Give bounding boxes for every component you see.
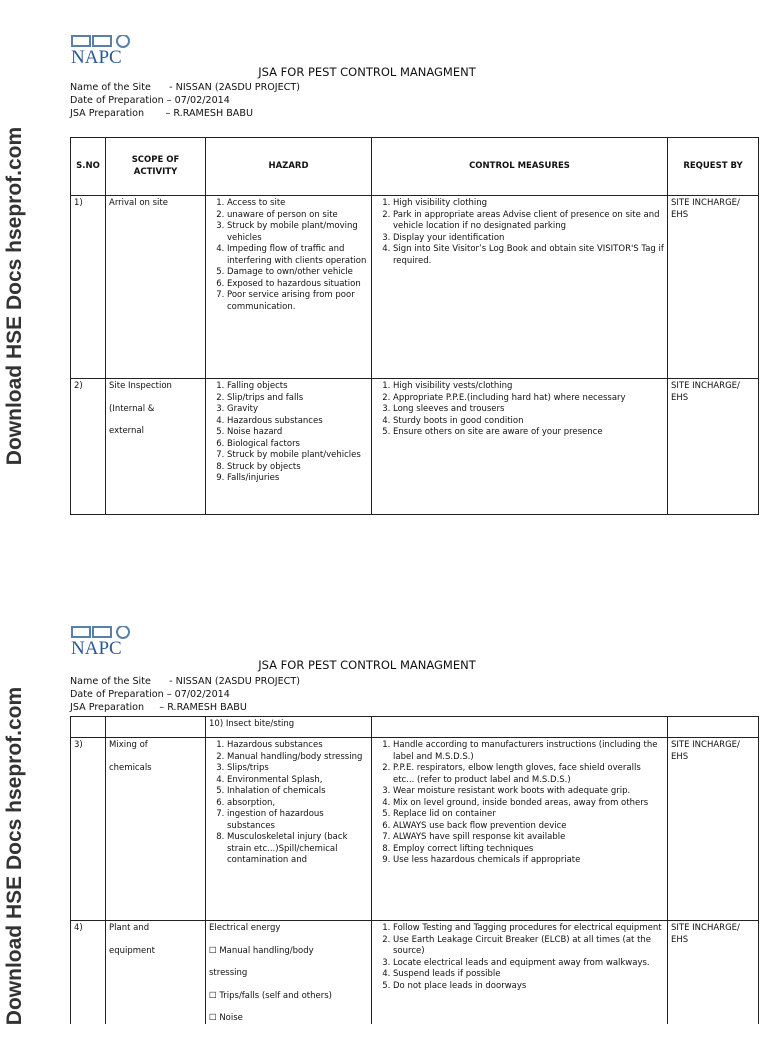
control-item: 4. Suspend leads if possible xyxy=(393,969,664,981)
table-row xyxy=(71,738,759,921)
header-control-measures: CONTROL MEASURES xyxy=(372,138,668,196)
document-meta xyxy=(70,81,300,120)
control-item: 2. Park in appropriate areas Advise client of presence on site and vehicle location if no designated parking xyxy=(393,210,664,233)
control-item: 3. Wear moisture resistant work boots with adequate grip. xyxy=(393,786,664,798)
hazard-item: 5. Inhalation of chemicals xyxy=(227,786,368,798)
row-sno: 1) xyxy=(71,196,106,379)
document-title: JSA FOR PEST CONTROL MANAGMENT xyxy=(258,65,476,79)
scope-line: chemicals xyxy=(109,762,152,773)
header-hazard: HAZARD xyxy=(206,138,372,196)
control-item: 1. Handle according to manufacturers instructions (including the label and M.S.D.S.) xyxy=(393,740,664,763)
row-hazards xyxy=(206,379,372,515)
row-scope xyxy=(106,921,206,1025)
hazard-item: 6. Exposed to hazardous situation xyxy=(227,279,368,291)
control-item: 1. High visibility clothing xyxy=(393,198,664,210)
hazard-item: 5. Damage to own/other vehicle xyxy=(227,267,368,279)
table-row xyxy=(71,379,759,515)
hazard-item: 1. Falling objects xyxy=(227,381,368,393)
row-request-by: SITE INCHARGE/ EHS xyxy=(668,921,759,1025)
control-item: 4. Sign into Site Visitor’s Log Book and obtain site VISITOR'S Tag if required. xyxy=(393,244,664,267)
jsa-table-page-2 xyxy=(70,716,759,1024)
hazard-item: 8. Musculoskeletal injury (back strain etc...)Spill/chemical contamination and xyxy=(227,832,368,867)
hazard-item: 1. Hazardous substances xyxy=(227,740,368,752)
jsa-preparer: JSA Preparation – R.RAMESH BABU xyxy=(70,108,253,119)
hazard-line: ☐ Noise xyxy=(209,1013,243,1023)
document-page-2 xyxy=(0,600,768,1024)
scope-line: Site Inspection xyxy=(109,381,172,391)
control-item: 7. ALWAYS have spill response kit available xyxy=(393,832,664,844)
hazard-line: stressing xyxy=(209,968,248,978)
preparation-date: Date of Preparation – 07/02/2014 xyxy=(70,689,230,700)
row-controls xyxy=(372,196,668,379)
control-item: 5. Ensure others on site are aware of your presence xyxy=(393,427,664,439)
hazard-item: 2. Manual handling/body stressing xyxy=(227,752,368,764)
jsa-table-page-1 xyxy=(70,137,759,515)
row-sno: 3) xyxy=(71,738,106,921)
control-item: 5. Replace lid on container xyxy=(393,809,664,821)
row-scope xyxy=(106,196,206,379)
hazard-item: 3. Slips/trips xyxy=(227,763,368,775)
hazard-item: 7. Struck by mobile plant/vehicles xyxy=(227,450,368,462)
table-row xyxy=(71,921,759,1025)
row-controls xyxy=(372,379,668,515)
preparation-date: Date of Preparation – 07/02/2014 xyxy=(70,95,230,106)
row-hazards xyxy=(206,196,372,379)
row-hazards xyxy=(206,921,372,1025)
row-request-by: SITE INCHARGE/ EHS xyxy=(668,738,759,921)
header-sno: S.NO xyxy=(71,138,106,196)
scope-line: Mixing of xyxy=(109,740,148,750)
row-request-by: SITE INCHARGE/ EHS xyxy=(668,196,759,379)
svg-text:NAPC: NAPC xyxy=(71,47,122,65)
header-request-by: REQUEST BY xyxy=(668,138,759,196)
document-meta xyxy=(70,675,300,714)
scope-line: equipment xyxy=(109,945,155,956)
hazard-item: 3. Struck by mobile plant/moving vehicles xyxy=(227,221,368,244)
jsa-preparer: JSA Preparation – R.RAMESH BABU xyxy=(70,702,247,713)
row-sno: 4) xyxy=(71,921,106,1025)
row-sno: 2) xyxy=(71,379,106,515)
row-request-by: SITE INCHARGE/ EHS xyxy=(668,379,759,515)
watermark-text: Download HSE Docs hseprof.com xyxy=(3,686,26,1026)
hazard-line: ☐ Trips/falls (self and others) xyxy=(209,990,332,1001)
control-item: 4. Sturdy boots in good condition xyxy=(393,416,664,428)
hazard-item: 1. Access to site xyxy=(227,198,368,210)
hazard-item: 7. Poor service arising from poor communication. xyxy=(227,290,368,313)
hazard-item: 5. Noise hazard xyxy=(227,427,368,439)
control-item: 4. Mix on level ground, inside bonded areas, away from others xyxy=(393,798,664,810)
header-scope: SCOPE OF ACTIVITY xyxy=(106,138,206,196)
control-item: 2. Use Earth Leakage Circuit Breaker (ELCB) at all times (at the source) xyxy=(393,935,664,958)
control-item: 6. ALWAYS use back flow prevention device xyxy=(393,821,664,833)
hazard-item: 8. Struck by objects xyxy=(227,462,368,474)
row-controls xyxy=(372,921,668,1025)
hazard-line: Electrical energy xyxy=(209,923,281,933)
hazard-item: 9. Falls/injuries xyxy=(227,473,368,485)
control-item: 2. Appropriate P.P.E.(including hard hat) where necessary xyxy=(393,393,664,405)
hazard-item: 3. Gravity xyxy=(227,404,368,416)
row-controls xyxy=(372,738,668,921)
control-item: 8. Employ correct lifting techniques xyxy=(393,844,664,856)
continued-hazard: 10) Insect bite/sting xyxy=(206,717,372,738)
napc-logo xyxy=(71,35,145,65)
watermark-text: Download HSE Docs hseprof.com xyxy=(3,126,26,466)
control-item: 3. Locate electrical leads and equipment away from walkways. xyxy=(393,958,664,970)
control-item: 3. Display your identification xyxy=(393,233,664,245)
svg-text:NAPC: NAPC xyxy=(71,638,122,656)
hazard-item: 7. ingestion of hazardous substances xyxy=(227,809,368,832)
hazard-item: 4. Impeding flow of traffic and interfering with clients operation xyxy=(227,244,368,267)
hazard-item: 4. Hazardous substances xyxy=(227,416,368,428)
table-row xyxy=(71,196,759,379)
row-scope xyxy=(106,738,206,921)
hazard-item: 6. absorption, xyxy=(227,798,368,810)
row-scope xyxy=(106,379,206,515)
hazard-item: 2. Slip/trips and falls xyxy=(227,393,368,405)
scope-line: (Internal & xyxy=(109,403,155,414)
document-title: JSA FOR PEST CONTROL MANAGMENT xyxy=(258,658,476,672)
scope-line: Arrival on site xyxy=(109,198,168,208)
table-row xyxy=(71,717,759,738)
hazard-line: ☐ Manual handling/body xyxy=(209,945,314,956)
scope-line: Plant and xyxy=(109,923,150,933)
control-item: 2. P.P.E. respirators, elbow length gloves, face shield overalls etc... (refer to product label and M.S.D.S.) xyxy=(393,763,664,786)
napc-logo xyxy=(71,626,145,656)
site-name: Name of the Site - NISSAN (2ASDU PROJECT) xyxy=(70,676,300,687)
control-item: 9. Use less hazardous chemicals if appropriate xyxy=(393,855,664,867)
row-hazards xyxy=(206,738,372,921)
hazard-item: 2. unaware of person on site xyxy=(227,210,368,222)
hazard-item: 4. Environmental Splash, xyxy=(227,775,368,787)
control-item: 1. Follow Testing and Tagging procedures for electrical equipment xyxy=(393,923,664,935)
control-item: 3. Long sleeves and trousers xyxy=(393,404,664,416)
site-name: Name of the Site - NISSAN (2ASDU PROJECT) xyxy=(70,82,300,93)
control-item: 1. High visibility vests/clothing xyxy=(393,381,664,393)
hazard-item: 6. Biological factors xyxy=(227,439,368,451)
control-item: 5. Do not place leads in doorways xyxy=(393,981,664,993)
scope-line: external xyxy=(109,426,144,436)
